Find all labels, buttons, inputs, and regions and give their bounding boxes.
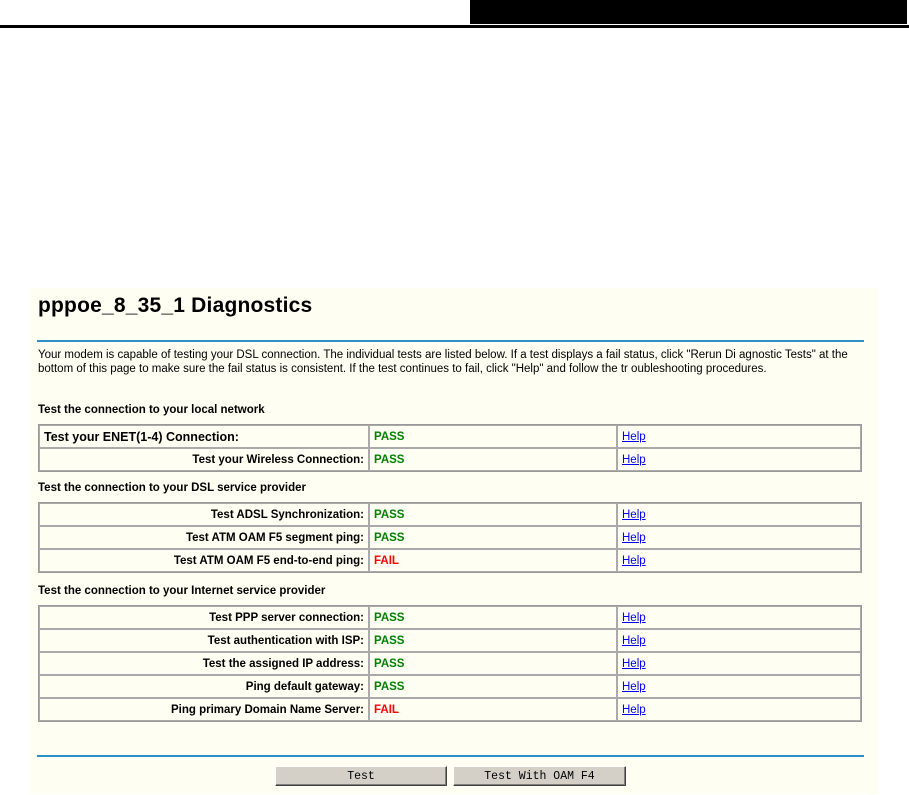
section-heading-local-network: Test the connection to your local network xyxy=(38,404,265,416)
test-label: Test the assigned IP address: xyxy=(39,652,369,675)
help-link[interactable]: Help xyxy=(622,680,646,693)
table-row xyxy=(39,503,861,526)
test-result: FAIL xyxy=(369,549,617,572)
test-result: PASS xyxy=(369,503,617,526)
table-row xyxy=(39,606,861,629)
table-row xyxy=(39,549,861,572)
test-label: Test authentication with ISP: xyxy=(39,629,369,652)
intro-text: Your modem is capable of testing your DSL connection. The individual tests are listed below. If a test displays a fail status, click "Rerun Di agnostic Tests" at the bottom of this page to make sure the fail status is consistent. If the test continues to fail, click "Help" and follow the tr oubleshooting procedures. xyxy=(38,349,848,375)
help-link[interactable]: Help xyxy=(622,554,646,567)
diagnostics-panel xyxy=(30,288,878,794)
test-result: FAIL xyxy=(369,698,617,721)
test-label: Test PPP server connection: xyxy=(39,606,369,629)
page-title: pppoe_8_35_1 Diagnostics xyxy=(38,294,313,317)
local-network-table xyxy=(38,424,862,472)
help-link[interactable]: Help xyxy=(622,430,646,443)
test-label: Test your Wireless Connection: xyxy=(39,448,369,471)
help-link[interactable]: Help xyxy=(622,531,646,544)
section-heading-dsl-provider: Test the connection to your DSL service provider xyxy=(38,482,306,494)
table-row xyxy=(39,425,861,448)
test-result: PASS xyxy=(369,652,617,675)
title-divider xyxy=(37,340,864,342)
dsl-provider-table xyxy=(38,502,862,573)
section-heading-internet-provider: Test the connection to your Internet service provider xyxy=(38,585,326,597)
test-result: PASS xyxy=(369,425,617,448)
test-result: PASS xyxy=(369,675,617,698)
test-result: PASS xyxy=(369,526,617,549)
test-label: Test ADSL Synchronization: xyxy=(39,503,369,526)
test-label: Test ATM OAM F5 segment ping: xyxy=(39,526,369,549)
test-button[interactable]: Test xyxy=(275,766,447,786)
document-header-bar xyxy=(470,0,907,24)
test-result: PASS xyxy=(369,606,617,629)
test-result: PASS xyxy=(369,629,617,652)
help-link[interactable]: Help xyxy=(622,634,646,647)
test-label: Test ATM OAM F5 end-to-end ping: xyxy=(39,549,369,572)
table-row xyxy=(39,698,861,721)
table-row xyxy=(39,448,861,471)
document-header-rule xyxy=(0,25,909,28)
table-row xyxy=(39,629,861,652)
table-row xyxy=(39,652,861,675)
test-result: PASS xyxy=(369,448,617,471)
help-link[interactable]: Help xyxy=(622,657,646,670)
help-link[interactable]: Help xyxy=(622,508,646,521)
internet-provider-table xyxy=(38,605,862,722)
help-link[interactable]: Help xyxy=(622,703,646,716)
help-link[interactable]: Help xyxy=(622,611,646,624)
test-label: Test your ENET(1-4) Connection: xyxy=(39,425,369,448)
test-label: Ping default gateway: xyxy=(39,675,369,698)
test-with-oam-f4-button[interactable]: Test With OAM F4 xyxy=(453,766,626,786)
bottom-divider xyxy=(37,755,864,757)
help-link[interactable]: Help xyxy=(622,453,646,466)
table-row xyxy=(39,526,861,549)
test-label: Ping primary Domain Name Server: xyxy=(39,698,369,721)
table-row xyxy=(39,675,861,698)
